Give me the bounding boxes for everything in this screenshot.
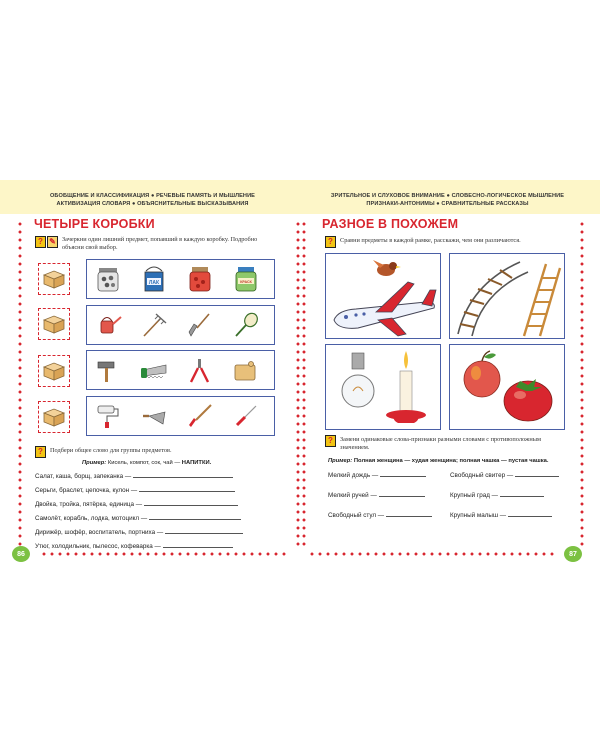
antonym-line: Свободный стул — (328, 510, 432, 520)
example-text: Кисель, компот, сок, чай — (107, 460, 181, 466)
picture-airplane-bird (325, 253, 441, 339)
kraska-label: КРАСК (240, 280, 252, 284)
answer-blank[interactable] (165, 527, 243, 534)
lak-label: ЛАК (148, 280, 160, 286)
answer-blank[interactable] (139, 485, 235, 492)
antonym-line: Крупный град — (450, 490, 544, 500)
watering-can-icon[interactable] (93, 311, 123, 339)
antonym-line: Мелкий ручей — (328, 490, 425, 500)
saw-icon[interactable] (139, 356, 169, 384)
right-page-header: ЗРИТЕЛЬНОЕ И СЛУХОВОЕ ВНИМАНИЕ ● СЛОВЕСНО-ЛОГИЧЕСКОЕ МЫШЛЕНИЕ ПРИЗНАКИ-АНТОНИМЫ ● СРАВНИТЕЛЬНЫЕ РАССКАЗЫ (330, 193, 565, 207)
pencil-icon: ✎ (47, 236, 58, 248)
pliers-icon[interactable] (185, 356, 215, 384)
jar-of-paint-icon[interactable] (231, 265, 261, 293)
cardboard-box-icon (38, 263, 70, 295)
center-dotted-border-2 (302, 220, 306, 550)
cardboard-box-icon (38, 355, 70, 387)
left-bottom-dots (40, 552, 290, 556)
left-example (82, 459, 211, 467)
right-example (328, 457, 578, 465)
example-answer: НАПИТКИ. (181, 460, 212, 466)
right-dotted-border (580, 220, 584, 550)
candle-icon (386, 351, 426, 423)
question-icon: ? (35, 236, 46, 248)
word-group-line: Серьги, браслет, цепочка, кулон — (35, 485, 235, 495)
word-group-line: Дирижёр, шофёр, воспитатель, портниха — (35, 527, 243, 537)
example-label: Пример: (328, 458, 353, 464)
answer-blank[interactable] (515, 470, 559, 477)
left-task2: Подбери общее слово для группы предметов. (50, 447, 172, 454)
left-dotted-border (18, 220, 22, 550)
word-group-line: Самолёт, корабль, лодка, мотоцикл — (35, 513, 241, 523)
jar-of-jam-icon[interactable] (185, 265, 215, 293)
rake-icon[interactable] (139, 311, 169, 339)
screwdriver-icon[interactable] (231, 402, 261, 430)
tomato-icon (504, 379, 552, 421)
tennis-racket-icon[interactable] (231, 311, 261, 339)
answer-blank[interactable] (380, 470, 426, 477)
answer-blank[interactable] (133, 471, 233, 478)
ladder-icon (524, 264, 560, 336)
question-icon: ? (325, 435, 336, 447)
center-dotted-border (296, 220, 300, 550)
cardboard-box-icon (38, 308, 70, 340)
word-group-line: Двойка, тройка, пятёрка, единица — (35, 499, 238, 509)
right-bottom-dots (308, 552, 558, 556)
rails-icon (458, 262, 528, 336)
apple-icon (464, 351, 500, 397)
picture-bulb-candle (325, 344, 441, 430)
bird-icon (373, 260, 401, 276)
trowel-icon[interactable] (139, 402, 169, 430)
airplane-icon (334, 282, 436, 336)
right-instruction: Сравни предметы в каждой рамке, расскажи, чем они различаются. (340, 237, 521, 244)
paint-roller-icon[interactable] (93, 402, 123, 430)
antonym-line: Мелкий дождь — (328, 470, 426, 480)
paintbrush-icon[interactable] (185, 402, 215, 430)
answer-blank[interactable] (508, 510, 552, 517)
question-icon: ? (35, 446, 46, 458)
question-icon: ? (325, 236, 336, 248)
items-frame-3 (86, 350, 275, 390)
answer-blank[interactable] (379, 490, 425, 497)
jar-of-nuts-icon[interactable] (93, 265, 123, 293)
right-task2: Замени одинаковые слова-признаки разными словами с противоположным значением. (340, 436, 541, 451)
cutting-board-icon[interactable] (231, 356, 261, 384)
page-number-left: 86 (12, 546, 30, 562)
right-page-title: РАЗНОЕ В ПОХОЖЕМ (322, 217, 459, 231)
answer-blank[interactable] (386, 510, 432, 517)
word-group-line: Салат, каша, борщ, запеканка — (35, 471, 233, 481)
cardboard-box-icon (38, 401, 70, 433)
answer-blank[interactable] (163, 541, 233, 548)
picture-apple-tomato (449, 344, 565, 430)
antonym-line: Свободный свитер — (450, 470, 559, 480)
picture-rails-ladder (449, 253, 565, 339)
shovel-icon[interactable] (185, 311, 215, 339)
answer-blank[interactable] (149, 513, 241, 520)
answer-blank[interactable] (144, 499, 238, 506)
items-frame-4 (86, 396, 275, 436)
example-label: Пример: (82, 460, 107, 466)
page-number-right: 87 (564, 546, 582, 562)
light-bulb-icon (342, 353, 374, 407)
example-text: Полная женщина — худая женщина; полная чашка — пустая чашка. (353, 458, 549, 464)
hammer-icon[interactable] (93, 356, 123, 384)
antonym-line: Крупный малыш — (450, 510, 552, 520)
answer-blank[interactable] (500, 490, 544, 497)
paint-can-icon[interactable] (139, 265, 169, 293)
left-page-title: ЧЕТЫРЕ КОРОБКИ (34, 217, 155, 231)
left-page-header: ОБОБЩЕНИЕ И КЛАССИФИКАЦИЯ ● РЕЧЕВЫЕ ПАМЯТЬ И МЫШЛЕНИЕ АКТИВИЗАЦИЯ СЛОВАРЯ ● ОБЪЯСНИТЕЛЬНЫЕ ВЫСКАЗЫВАНИЯ (49, 193, 256, 207)
word-group-line: Утюг, холодильник, пылесос, кофеварка — (35, 541, 233, 551)
items-frame-1 (86, 259, 275, 299)
left-instruction: Зачеркни один лишний предмет, попавший в каждую коробку. Подробно объясни свой выбор. (62, 236, 258, 251)
items-frame-2 (86, 305, 275, 345)
